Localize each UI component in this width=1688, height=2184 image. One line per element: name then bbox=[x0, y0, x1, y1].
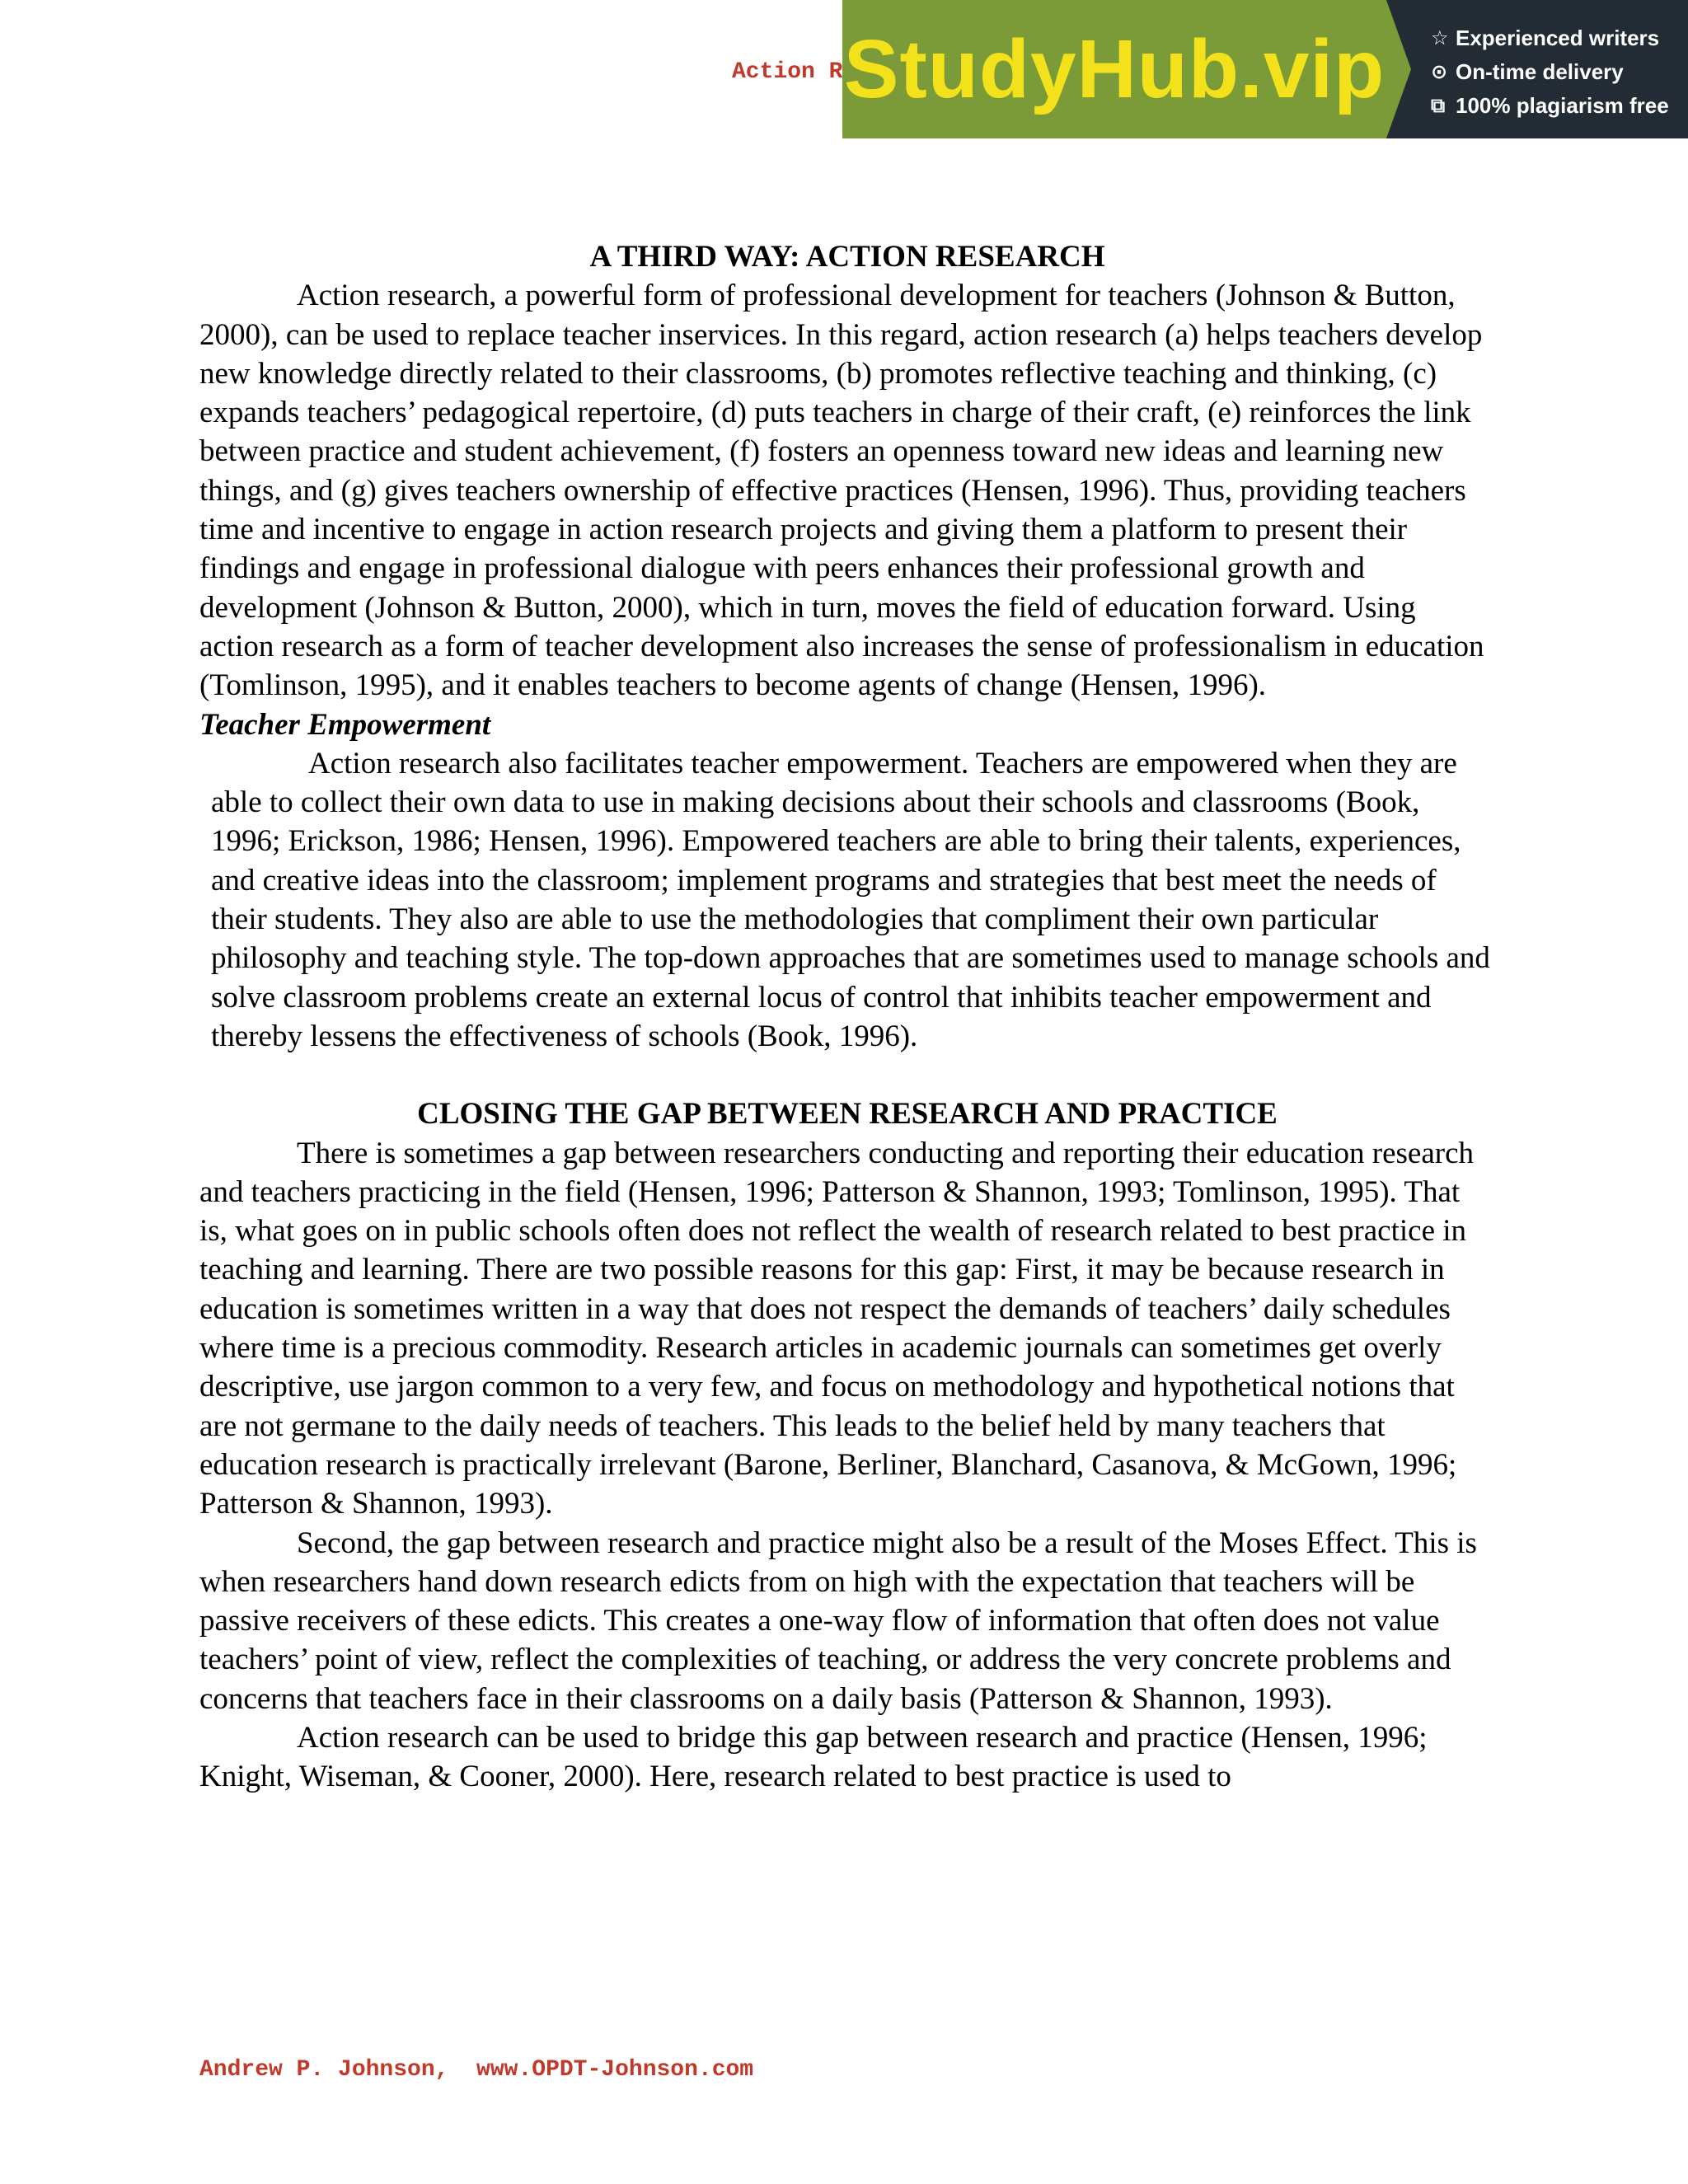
feature-label: On-time delivery bbox=[1456, 59, 1624, 84]
feature-label: 100% plagiarism free bbox=[1456, 93, 1669, 118]
running-header: Action R bbox=[732, 59, 843, 85]
feature-plagiarism-free bbox=[1431, 89, 1688, 123]
feature-label: Experienced writers bbox=[1456, 26, 1660, 50]
studyhub-banner[interactable] bbox=[842, 0, 1688, 138]
copy-icon: ⧉ bbox=[1431, 94, 1446, 117]
paragraph: Action research, a powerful form of professional development for teachers (Johnson & Button, 2000), can be used to replace teacher inservices. In this regard, action research (a) helps teachers develop new knowledge directly related to their classrooms, (b) promotes reflective teaching and thinking, (c) expands teachers’ pedagogical repertoire, (d) puts teachers in charge of their craft, (e) reinforces the link between practice and student achievement, (f) fosters an openness toward new ideas and learning new things, and (g) gives teachers ownership of effective practices (Hensen, 1996). Thus, providing teachers time and incentive to engage in action research projects and giving them a platform to present their findings and engage in professional dialogue with peers enhances their professional growth and development (Johnson & Button, 2000), which in turn, moves the field of education forward. Using action research as a form of teacher development also increases the sense of professionalism in education (Tomlinson, 1995), and it enables teachers to become agents of change (Hensen, 1996). bbox=[199, 279, 1484, 703]
paragraph: There is sometimes a gap between researchers conducting and reporting their education research and teachers practicing in the field (Hensen, 1996; Patterson & Shannon, 1993; Tomlinson, 1995). That is, what goes on in public schools often does not reflect the wealth of research related to best practice in teaching and learning. There are two possible reasons for this gap: First, it may be because research in education is sometimes written in a way that does not respect the demands of teachers’ daily schedules where time is a precious commodity. Research articles in academic journals can sometimes get overly descriptive, use jargon common to a very few, and focus on methodology and hypothetical notions that are not germane to the daily needs of teachers. This leads to the belief held by many teachers that education research is practically irrelevant (Barone, Berliner, Blanchard, Casanova, & McGown, 1996; Patterson & Shannon, 1993). bbox=[199, 1136, 1475, 1521]
brand-logo[interactable]: StudyHub.vip bbox=[843, 23, 1386, 115]
subheading-teacher-empowerment: Teacher Empowerment bbox=[199, 707, 491, 742]
banner-features bbox=[1386, 0, 1688, 138]
paragraph: Second, the gap between research and practice might also be a result of the Moses Effect. This is when researchers hand down research edicts from on high with the expectation that teachers will be passive receivers of these edicts. This creates a one-way flow of information that often does not value teachers’ point of view, reflect the complexities of teaching, or address the very concrete problems and concerns that teachers face in their classrooms on a daily basis (Patterson & Shannon, 1993). bbox=[199, 1526, 1477, 1716]
banner-brand[interactable] bbox=[842, 0, 1386, 138]
section-heading-closing-gap: CLOSING THE GAP BETWEEN RESEARCH AND PRACTICE bbox=[417, 1097, 1278, 1132]
section-heading-action-research: A THIRD WAY: ACTION RESEARCH bbox=[589, 240, 1105, 274]
clock-icon: ⊙ bbox=[1431, 61, 1448, 83]
feature-on-time-delivery bbox=[1431, 55, 1688, 89]
paragraph: Action research also facilitates teacher empowerment. Teachers are empowered when they are able to collect their own data to use in making decisions about their schools and classrooms (Book, 1996; Erickson, 1986; Hensen, 1996). Empowered teachers are able to bring their talents, experiences, and creative ideas into the classroom; implement programs and strategies that best meet the needs of their students. They also are able to use the methodologies that compliment their own particular philosophy and teaching style. The top-down approaches that are sometimes used to manage schools and solve classroom problems create an external locus of control that inhibits teacher empowerment and thereby lessens the effectiveness of schools (Book, 1996). bbox=[211, 746, 1490, 1053]
paragraph: Action research can be used to bridge this gap between research and practice (Hensen, 1996; Knight, Wiseman, & Cooner, 2000). Here, research related to best practice is used to bbox=[199, 1720, 1428, 1794]
spacer bbox=[199, 1056, 1495, 1094]
feature-experienced-writers bbox=[1431, 21, 1688, 55]
document-body bbox=[199, 237, 1495, 1797]
banner-divider bbox=[1386, 0, 1411, 138]
page-footer: Andrew P. Johnson, www.OPDT-Johnson.com bbox=[199, 2057, 754, 2083]
star-icon: ☆ bbox=[1431, 27, 1449, 49]
